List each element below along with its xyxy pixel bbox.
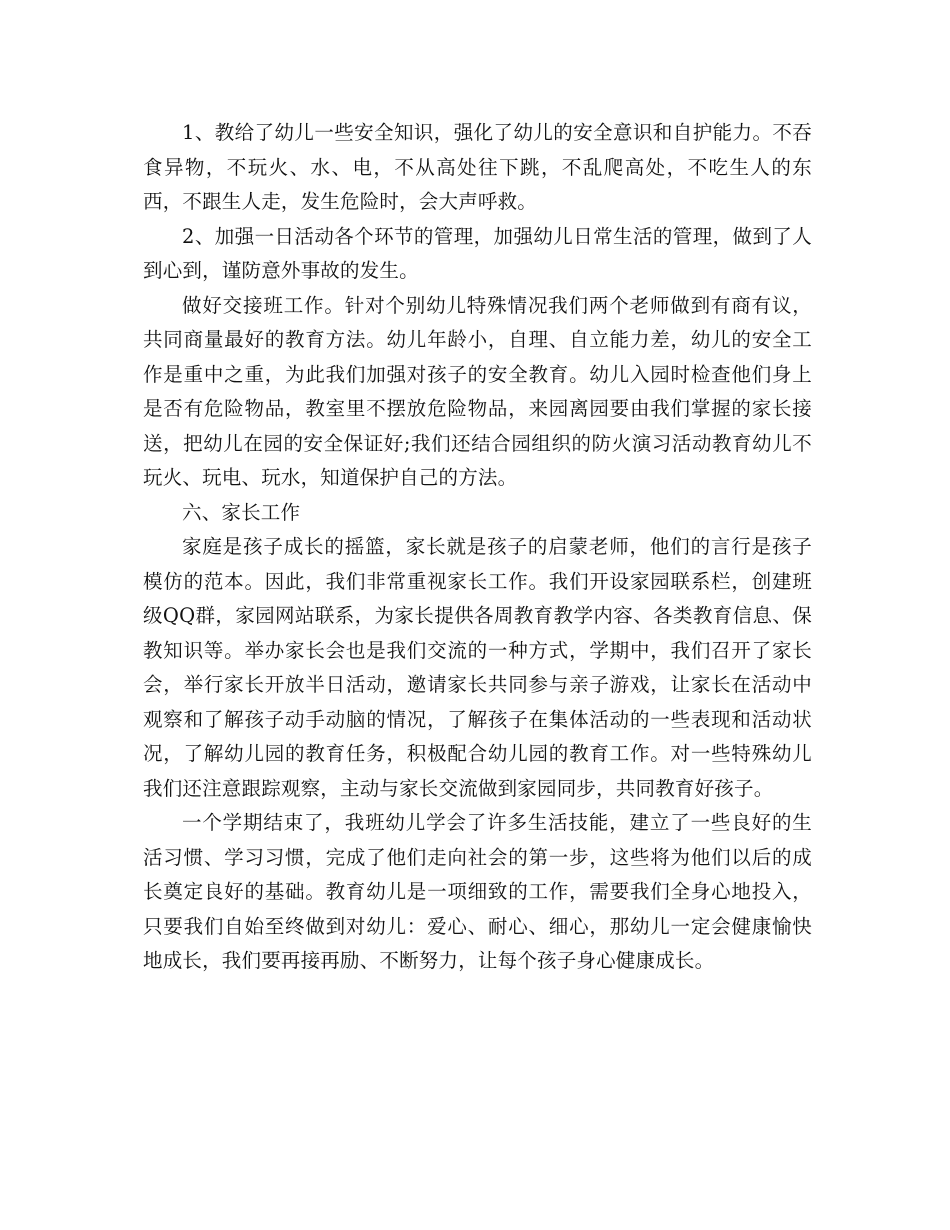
paragraph-safety-knowledge: 1、教给了幼儿一些安全知识，强化了幼儿的安全意识和自护能力。不吞食异物，不玩火、水、电，不从高处往下跳，不乱爬高处，不吃生人的东西，不跟生人走，发生危险时，会大声呼救。 (143, 121, 812, 213)
paragraph-parent-work: 家庭是孩子成长的摇篮，家长就是孩子的启蒙老师，他们的言行是孩子模仿的范本。因此，我们非常重视家长工作。我们开设家园联系栏，创建班级QQ群，家园网站联系，为家长提供各周教育教学内容、各类教育信息、保教知识等。举办家长会也是我们交流的一种方式，学期中，我们召开了家长会，举行家长开放半日活动，邀请家长共同参与亲子游戏，让家长在活动中观察和了解孩子动手动脑的情况，了解孩子在集体活动的一些表现和活动状况，了解幼儿园的教育任务，积极配合幼儿园的教育工作。对一些特殊幼儿我们还注意跟踪观察，主动与家长交流做到家园同步，共同教育好孩子。 (143, 535, 812, 800)
paragraph-semester-summary: 一个学期结束了，我班幼儿学会了许多生活技能，建立了一些良好的生活习惯、学习习惯，完成了他们走向社会的第一步，这些将为他们以后的成长奠定良好的基础。教育幼儿是一项细致的工作，需要我们全身心地投入，只要我们自始至终做到对幼儿：爱心、耐心、细心，那幼儿一定会健康愉快地成长，我们要再接再励、不断努力，让每个孩子身心健康成长。 (143, 811, 812, 972)
paragraph-daily-management: 2、加强一日活动各个环节的管理，加强幼儿日常生活的管理，做到了人到心到，谨防意外事故的发生。 (143, 224, 812, 282)
section-heading-parent-work: 六、家长工作 (182, 500, 301, 524)
paragraph-shift-handover: 做好交接班工作。针对个别幼儿特殊情况我们两个老师做到有商有议，共同商量最好的教育方法。幼儿年龄小，自理、自立能力差，幼儿的安全工作是重中之重，为此我们加强对孩子的安全教育。幼儿入园时检查他们身上是否有危险物品，教室里不摆放危险物品，来园离园要由我们掌握的家长接送，把幼儿在园的安全保证好;我们还结合园组织的防火演习活动教育幼儿不玩火、玩电、玩水，知道保护自己的方法。 (143, 293, 812, 489)
